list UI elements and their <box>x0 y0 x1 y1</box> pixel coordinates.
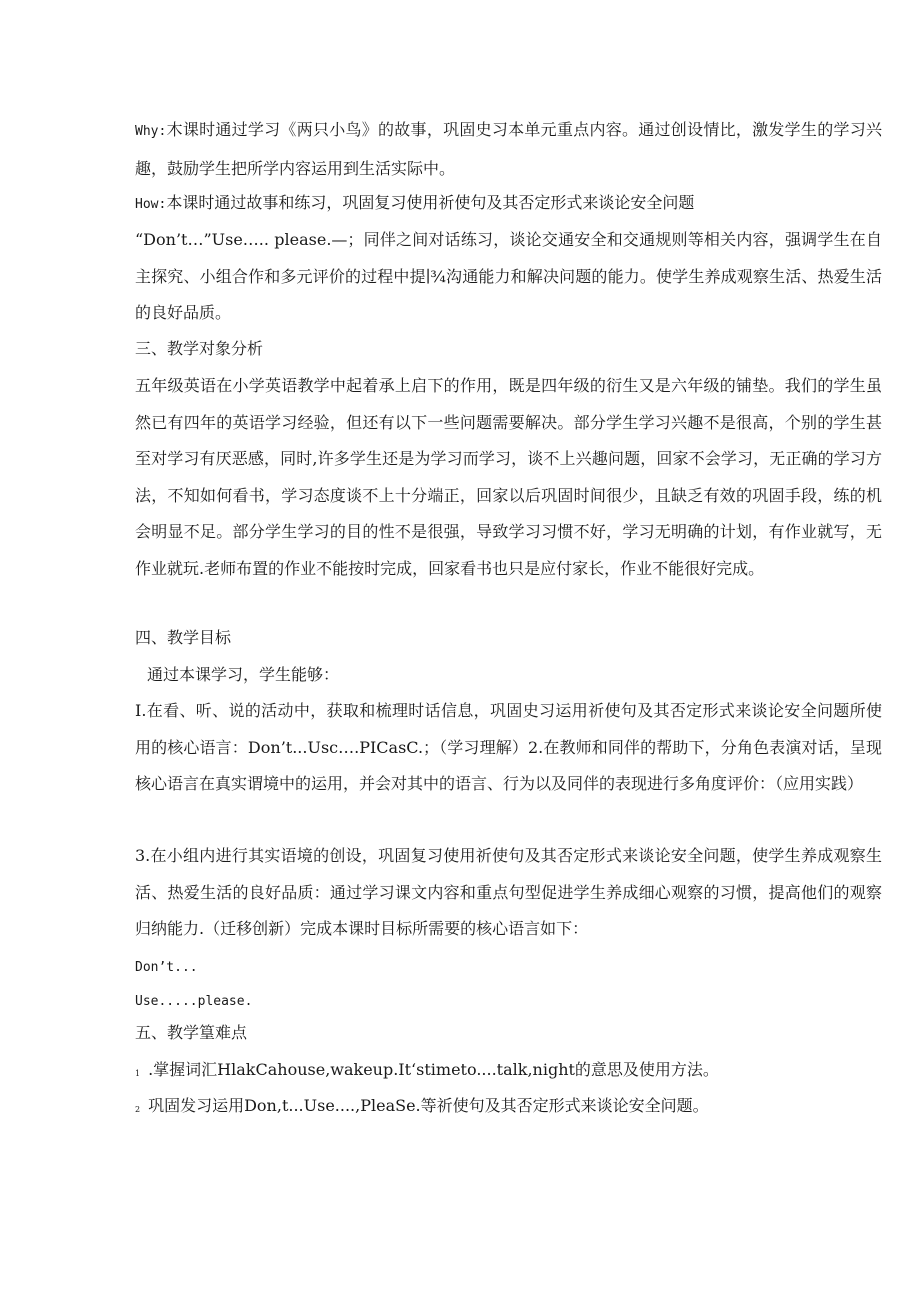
key-point-1-number: 1 <box>135 1069 141 1078</box>
why-text: 木课时通过学习《两只小鸟》的故事，巩固史习本单元重点内容。通过创设情比，激发学生的学习兴趣，鼓励学生把所学内容运用到生活实际中。 <box>135 120 882 178</box>
core-language-1: Don’t... <box>135 960 198 975</box>
how-label: How: <box>135 197 167 212</box>
key-point-2 <box>135 1088 882 1125</box>
section-5-heading: 五、教学篁难点 <box>135 1023 248 1042</box>
key-point-1 <box>135 1052 882 1089</box>
section-4-heading: 四、教学目标 <box>135 628 232 647</box>
key-point-2-text: 巩固发习运用Don,t...Use....,PleaSe.等祈使句及其否定形式来谈论安全问题。 <box>148 1096 709 1115</box>
core-language-2: Use.....please. <box>135 994 253 1009</box>
section-3-body: 五年级英语在小学英语教学中起着承上启下的作用，既是四年级的衍生又是六年级的铺垫。我们的学生虽然已有四年的英语学习经验，但还有以下一些问题需要解决。部分学生学习兴趣不是很高，个别的学生甚至对学习有厌恶感，同时,许多学生还是为学习而学习，谈不上兴趣问题，回家不会学习，无正确的学习方法，不知如何看书，学习态度谈不上十分端正，回家以后巩固时间很少，且缺乏有效的巩固手段，练的机会明显不足。部分学生学习的目的性不是很强，导致学习习惯不好，学习无明确的计划，有作业就写，无作业就玩.老师布置的作业不能按时完成，回家看书也只是应付家长，作业不能很好完成。 <box>135 376 882 578</box>
section-4-intro: 通过本课学习，学生能够： <box>147 665 340 684</box>
key-point-1-text: .掌握词汇HlakCahouse,wakeup.It‘stimeto....talk,night的意思及使用方法。 <box>148 1060 719 1079</box>
dont-use-paragraph: “Don’t…”Use….. please.—；同伴之间对话练习，谈论交通安全和交通规则等相关内容，强调学生在自主探究、小组合作和多元评价的过程中提∣¾沟通能力和解决问题的能力。使学生养成观察生活、热爱生活的良好品质。 <box>135 230 882 322</box>
goal-3-paragraph: 3.在小组内进行其实语境的创设，巩固复习使用祈使句及其否定形式来谈论安全问题，使学生养成观察生活、热爱生活的良好品质：通过学习课文内容和重点句型促进学生养成细心观察的习惯，提高他们的观察归纳能力.（迁移创新）完成本课时目标所需要的核心语言如下： <box>135 846 882 938</box>
how-text: 本课时通过故事和练习，巩固复习使用祈使句及其否定形式来谈论安全问题 <box>166 193 695 212</box>
section-3-heading: 三、教学对象分析 <box>135 339 264 358</box>
why-label: Why: <box>135 124 167 139</box>
why-paragraph <box>135 112 882 187</box>
key-point-2-number: 2 <box>135 1105 141 1114</box>
goal-1-2-paragraph: I.在看、听、说的活动中，获取和梳理时话信息，巩固史习运用祈使句及其否定形式来谈论安全问题所使用的核心语言：Don’t...Usc….PICasC.；（学习理解）2.在教师和同伴的帮助下，分角色表演对话，呈现核心语言在真实谓境中的运用，并会对其中的语言、行为以及同伴的表现进行多角度评价：（应用实践） <box>135 701 882 793</box>
how-paragraph <box>135 185 882 224</box>
